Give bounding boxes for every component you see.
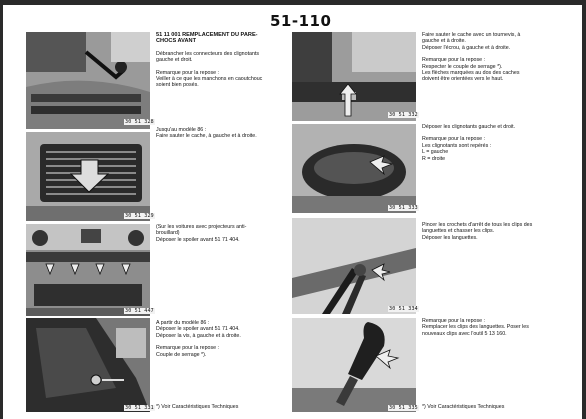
photo-ref: 30 51 332 [389,112,418,118]
text-line: Remarque pour la repose : [156,69,220,76]
text-line: (Sur les voitures avec projecteurs anti- [156,224,247,230]
text-line: Déposer les clignotants gauche et droit. [422,124,516,130]
text-line: soient bien posés. [156,82,199,89]
photo-ref: 30 51 329 [125,213,154,219]
text-line: doivent être orientées vers le haut. [422,76,504,83]
text-line: Jusqu'au modèle 86 : [156,127,207,133]
text-line: Les clignotants sont repérés : [422,142,492,149]
text-line: Déposer les languettes. [422,234,478,241]
top-border [0,0,586,5]
text-line: nouveaux clips avec l'outil 5 13 160. [422,330,507,337]
photo-ref: 30 51 335 [389,405,418,411]
text-line: L = gauche [422,149,449,156]
photo-grille-cover [26,132,150,221]
text-line: Déposer la vis, à gauche et à droite. [156,332,241,339]
text-line: Pincer les crochets d'arrêt de tous les clips des [422,222,533,228]
text-line: Faire sauter le cache avec un tournevis, à [422,32,521,38]
photo-front-spoiler-image [26,224,150,316]
photo-ref: 30 51 333 [389,205,418,211]
text-line: Les flèches marquées au dos des caches [422,70,520,77]
text-block-fog-lamps [156,224,286,243]
text-line: Déposer l'écrou, à gauche et à droite. [422,44,511,51]
photo-cover-screwdriver [292,32,416,121]
text-line: Respecter le couple de serrage *). [422,63,503,70]
text-line: Veiller à ce que les manchons en caoutchouc [156,76,263,83]
photo-clip-tool-image [292,318,416,412]
text-line: R = droite [422,155,446,162]
photo-spoiler-screw-image [26,318,150,412]
photo-front-spoiler [26,224,150,316]
text-line: Remarque pour la repose : [156,345,220,352]
footnote-right [422,404,556,410]
text-line: gauche et droit. [156,57,193,64]
photo-cover-screwdriver-image [292,32,416,121]
photo-spoiler-screw [26,318,150,412]
section-heading: 51 11 001 REMPLACEMENT DU PARE- CHOCS AVANT [156,32,258,45]
photo-clip-pliers [292,218,416,314]
text-block-model-86 [156,320,286,358]
text-line: Débrancher les connecteurs des clignotants [156,50,260,57]
text-line: Déposer le spoiler avant 51 71 404. [156,326,240,333]
text-line: gauche et à droite. [422,38,466,45]
text-line: Remarque pour la repose : [422,136,486,143]
photo-ref: 30 51 331 [125,405,154,411]
photo-turn-signals-image [292,124,416,213]
page-number: 51-110 [270,12,332,30]
right-border [582,0,586,419]
photo-ref: 30 51 447 [125,308,154,314]
text-block-new-clips [422,318,556,337]
photo-turn-signals [292,124,416,213]
text-block-cover-nut [422,32,556,83]
photo-bumper-connectors-image [26,32,150,129]
photo-bumper-connectors [26,32,150,129]
photo-grille-cover-image [26,132,150,221]
text-line: A partir du modèle 86 : [156,320,210,326]
text-line: Déposer le spoiler avant 51 71 404. [156,236,240,243]
text-line: Remarque pour la repose : [422,57,486,64]
photo-ref: 30 51 328 [125,119,154,125]
left-border [0,0,3,419]
text-block-clips [422,222,556,241]
text-line: Couple de serrage *). [156,351,207,358]
text-line: brouillard) [156,230,180,237]
photo-clip-pliers-image [292,218,416,314]
text-line: Remarque pour la repose : [422,318,486,324]
text-line: *) Voir Caractéristiques Techniques [156,404,239,410]
text-block-turn-signals [422,124,556,162]
photo-clip-tool [292,318,416,412]
text-line: *) Voir Caractéristiques Techniques [422,404,505,410]
footnote-left [156,404,286,410]
text-line: languettes et chasser les clips. [422,228,495,235]
text-block-bumper-removal [156,32,286,89]
text-line: Remplacer les clips des languettes. Poser les [422,324,529,331]
text-line: Faire sauter le cache, à gauche et à droite. [156,133,257,140]
text-block-cover [156,127,286,140]
photo-ref: 30 51 334 [389,306,418,312]
